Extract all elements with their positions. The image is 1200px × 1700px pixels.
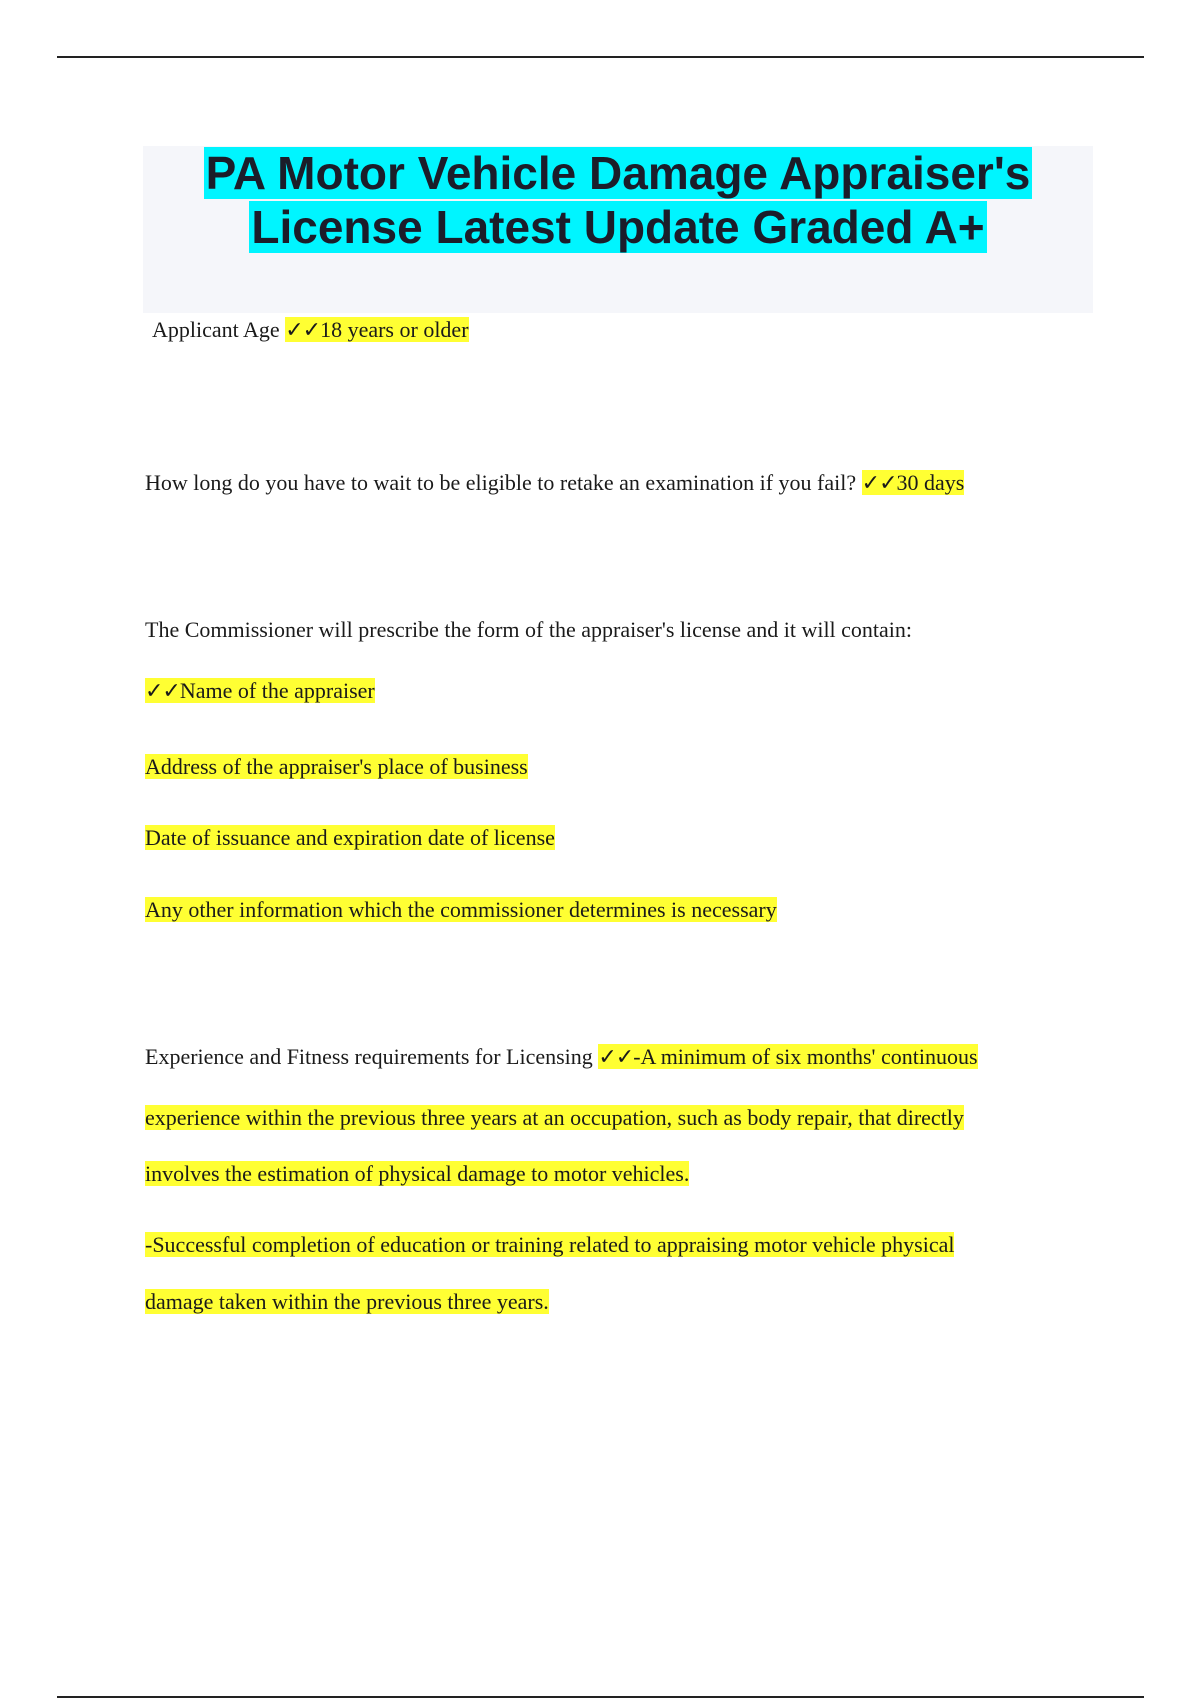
answer-text: 18 years or older (320, 317, 469, 342)
question-text: Experience and Fitness requirements for Licensing (145, 1044, 599, 1069)
question-text: Applicant Age (152, 317, 286, 342)
answer-highlight (145, 678, 375, 703)
checkmark-icon: ✓✓ (145, 678, 180, 703)
answer-text: involves the estimation of physical damage to motor vehicles. (145, 1161, 690, 1186)
answer-line (145, 1287, 549, 1317)
answer-line (145, 1103, 964, 1133)
qa-experience-fitness (145, 1042, 978, 1072)
answer-text: Name of the appraiser (179, 678, 375, 703)
answer-line (145, 676, 375, 706)
page-title (143, 146, 1093, 254)
answer-text: Any other information which the commissioner determines is necessary (145, 897, 777, 922)
question-license-contents: The Commissioner will prescribe the form of the appraiser's license and it will contain: (145, 617, 913, 642)
title-line-2: License Latest Update Graded A+ (251, 201, 985, 253)
question-text: How long do you have to wait to be eligible to retake an examination if you fail? (145, 470, 862, 495)
answer-line (145, 895, 777, 925)
answer-line (145, 1230, 954, 1260)
answer-text: -A minimum of six months' continuous (633, 1044, 978, 1069)
top-rule (57, 56, 1144, 58)
answer-text: 30 days (896, 470, 965, 495)
answer-highlight (598, 1044, 977, 1069)
checkmark-icon: ✓✓ (598, 1044, 634, 1069)
qa-applicant-age (152, 315, 469, 345)
title-line-1: PA Motor Vehicle Damage Appraiser's (205, 147, 1031, 199)
answer-text: Address of the appraiser's place of business (145, 754, 528, 779)
checkmark-icon: ✓✓ (861, 470, 897, 495)
answer-text: experience within the previous three years at an occupation, such as body repair, that directly (145, 1105, 964, 1130)
answer-highlight (285, 317, 468, 342)
answer-line (145, 1159, 689, 1189)
answer-highlight (862, 470, 965, 495)
answer-text: damage taken within the previous three years. (145, 1289, 549, 1314)
qa-retake-wait (145, 468, 964, 498)
checkmark-icon: ✓✓ (285, 317, 321, 342)
answer-text: -Successful completion of education or training related to appraising motor vehicle physical (145, 1232, 955, 1257)
answer-text: Date of issuance and expiration date of license (145, 825, 555, 850)
bottom-rule (57, 1696, 1144, 1698)
answer-line (145, 823, 555, 853)
answer-line (145, 752, 528, 782)
